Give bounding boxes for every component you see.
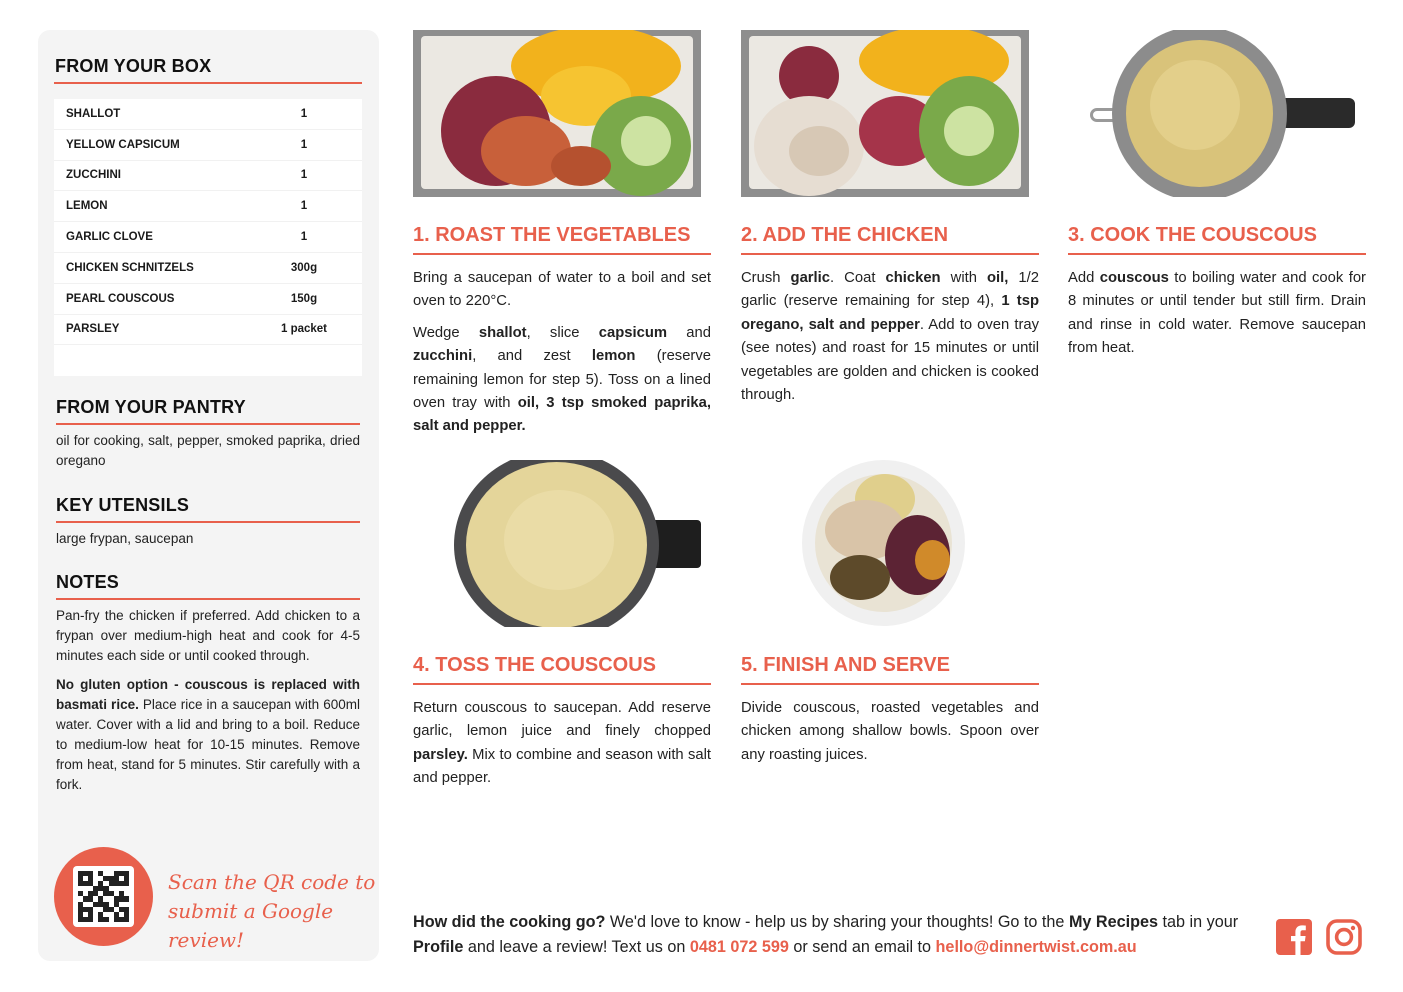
text-run: with xyxy=(940,270,987,286)
photo-finish-serve xyxy=(795,460,970,627)
text-run: Add xyxy=(1068,270,1100,286)
step-1-text xyxy=(413,267,711,439)
key-utensils-heading: KEY UTENSILS xyxy=(56,495,190,515)
ingredient-qty: 1 xyxy=(300,138,308,151)
footer-text-1: We'd love to know - help us by sharing your thoughts! Go to the xyxy=(605,913,1069,931)
qr-code[interactable] xyxy=(73,866,134,927)
profile-link[interactable]: Profile xyxy=(413,938,464,956)
qr-pattern xyxy=(78,871,129,922)
step-3-title: 3. COOK THE COUSCOUS xyxy=(1068,224,1317,246)
utensils-text: large frypan, saucepan xyxy=(56,531,194,546)
step-4-text xyxy=(413,697,711,791)
step-2-title: 2. ADD THE CHICKEN xyxy=(741,224,949,246)
text-run: . Coat xyxy=(830,270,886,286)
text-run: 1/2 garlic (reserve remaining for step 4), xyxy=(741,270,1039,310)
ingredient-qty: 150g xyxy=(290,292,318,305)
step-5-title: 5. FINISH AND SERVE xyxy=(741,654,950,676)
ingredient-name: GARLIC CLOVE xyxy=(66,231,153,244)
step-2-text xyxy=(741,267,1039,407)
my-recipes-link[interactable]: My Recipes xyxy=(1068,913,1159,931)
footer-text-4: or send an email to xyxy=(788,938,936,956)
notes-bold: No gluten option - couscous is replaced with basmati rice. xyxy=(56,677,360,712)
instagram-icon[interactable] xyxy=(1326,919,1362,955)
ingredient-row xyxy=(54,130,362,161)
pantry-text: oil for cooking, salt, pepper, smoked paprika, dried oregano xyxy=(56,433,360,468)
ingredient-name: SHALLOT xyxy=(66,107,121,120)
bold-text: oil, 3 tsp smoked paprika, salt and pepper. xyxy=(413,395,711,435)
from-your-box-heading: FROM YOUR BOX xyxy=(55,56,212,76)
divider xyxy=(56,423,360,425)
bold-text: couscous xyxy=(1099,270,1169,286)
bold-text: garlic xyxy=(790,270,831,286)
text-run: Crush xyxy=(741,270,791,286)
step-text-para xyxy=(741,697,1039,767)
notes-para-2 xyxy=(56,675,360,795)
divider xyxy=(741,683,1039,685)
qr-badge[interactable] xyxy=(54,847,153,946)
step-text-para xyxy=(413,267,711,314)
ingredient-name: YELLOW CAPSICUM xyxy=(66,138,180,151)
text-run: Mix to combine and season with salt and pepper. xyxy=(413,746,711,787)
ingredient-name: CHICKEN SCHNITZELS xyxy=(66,261,194,274)
email-link[interactable]: hello@dinnertwist.com.au xyxy=(935,938,1137,956)
text-run: (reserve remaining lemon for step 5). Toss on a lined oven tray with xyxy=(413,348,711,412)
text-run: . Add to oven tray (see notes) and roast for 15 minutes or until vegetables are golden and chicken is cooked through. xyxy=(741,316,1039,404)
scan-line-2: submit a Google review! xyxy=(168,899,334,952)
scan-qr-caption xyxy=(168,868,379,955)
qr-module xyxy=(124,917,129,922)
notes-heading: NOTES xyxy=(56,572,120,592)
ingredient-name: PARSLEY xyxy=(66,323,120,336)
step-text-para xyxy=(741,267,1039,407)
divider xyxy=(56,521,360,523)
ingredient-qty: 1 packet xyxy=(280,323,328,336)
facebook-icon[interactable] xyxy=(1276,919,1312,955)
ingredient-qty: 1 xyxy=(300,231,308,244)
step-3-text xyxy=(1068,267,1366,361)
ingredients-table xyxy=(54,99,362,376)
bold-text: lemon xyxy=(591,348,636,365)
text-run: Bring a saucepan of water to a boil and set oven to 220°C. xyxy=(413,270,711,310)
photo-toss-couscous xyxy=(454,460,701,627)
bold-text: parsley. xyxy=(413,746,468,763)
divider xyxy=(1068,253,1366,255)
ingredient-name: LEMON xyxy=(66,200,108,213)
step-1-title: 1. ROAST THE VEGETABLES xyxy=(413,224,691,246)
scan-line-1: Scan the QR code to xyxy=(168,870,376,894)
bold-text: 1 tsp oregano, salt and pepper xyxy=(741,293,1039,333)
ingredient-row xyxy=(54,161,362,192)
ingredient-row xyxy=(54,253,362,284)
ingredient-row xyxy=(54,99,362,130)
divider xyxy=(741,253,1039,255)
phone-link[interactable]: 0481 072 599 xyxy=(689,938,789,956)
ingredient-name: ZUCCHINI xyxy=(66,169,121,182)
footer-text-3: and leave a review! Text us on xyxy=(463,938,690,956)
from-your-pantry-heading: FROM YOUR PANTRY xyxy=(56,397,246,417)
footer-question: How did the cooking go? xyxy=(413,913,606,931)
text-run: to boiling water and cook for 8 minutes or until tender but still firm. Drain and rinse in cold water. Remove saucepan from heat. xyxy=(1068,270,1366,357)
text-run: and xyxy=(667,324,711,341)
feedback-footer xyxy=(413,910,1263,960)
sidebar xyxy=(38,30,379,961)
step-text-para xyxy=(1068,267,1366,361)
step-4-title: 4. TOSS THE COUSCOUS xyxy=(413,654,657,676)
ingredient-row xyxy=(54,315,362,346)
text-run: , and zest xyxy=(472,348,592,365)
ingredient-row xyxy=(54,222,362,253)
bold-text: zucchini xyxy=(413,348,473,365)
ingredient-qty: 1 xyxy=(300,169,308,182)
ingredient-qty: 1 xyxy=(300,107,308,120)
notes-para-1: Pan-fry the chicken if preferred. Add chicken to a frypan over medium-high heat and cook for 4-5 minutes each side or until cooked through. xyxy=(56,608,360,663)
step-5-text xyxy=(741,697,1039,767)
step-text-para xyxy=(413,697,711,791)
text-run: Return couscous to saucepan. Add reserve garlic, lemon juice and finely chopped xyxy=(413,700,711,740)
divider xyxy=(413,253,711,255)
step-text-para xyxy=(413,322,711,439)
footer-text-2: tab in your xyxy=(1158,913,1239,931)
ingredient-name: PEARL COUSCOUS xyxy=(66,292,175,305)
divider xyxy=(56,598,360,600)
ingredient-row xyxy=(54,191,362,222)
text-run: Divide couscous, roasted vegetables and chicken among shallow bowls. Spoon over any roasting juices. xyxy=(741,700,1039,763)
ingredient-qty: 300g xyxy=(290,261,318,274)
bold-text: shallot xyxy=(478,324,527,341)
notes-rest: Place rice in a saucepan with 600ml water. Cover with a lid and bring to a boil. Reduce to medium-low heat for 10-15 minutes. Remove from heat, stand for 5 minutes. Stir carefully with a fork. xyxy=(56,697,360,792)
photo-roast-vegetables xyxy=(413,30,701,197)
text-run: Wedge xyxy=(413,324,479,341)
bold-text: capsicum xyxy=(598,324,668,341)
bold-text: chicken xyxy=(885,270,941,286)
text-run: , slice xyxy=(526,324,599,341)
photo-add-chicken xyxy=(741,30,1029,197)
photo-cook-couscous xyxy=(1090,30,1355,197)
ingredient-row xyxy=(54,284,362,315)
divider xyxy=(54,82,362,84)
bold-text: oil, xyxy=(987,270,1009,286)
ingredient-qty: 1 xyxy=(300,200,308,213)
divider xyxy=(413,683,711,685)
